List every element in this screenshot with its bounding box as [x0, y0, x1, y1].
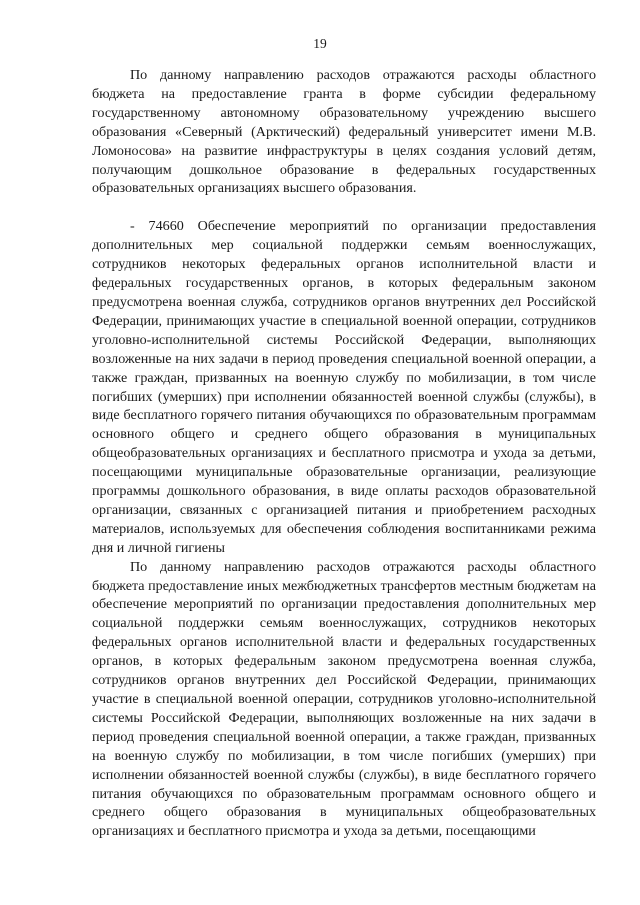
document-body [92, 66, 596, 841]
page-number: 19 [313, 36, 327, 51]
paragraph-grant-subsidy: По данному направлению расходов отражаются расходы областного бюджета на предоставление гранта в форме субсидии федеральному государственному автономному образовательному учреждению высшего образования «Северный (Арктический) федеральный университет имени М.В. Ломоносова» на развитие инфраструктуры в целях создания условий детям, получающим дошкольное образование в федеральных государственных образовательных организациях высшего образования. [92, 67, 596, 197]
paragraph-code-74660: - 74660 Обеспечение мероприятий по организации предоставления дополнительных мер социальной поддержки семьям военнослужащих, сотрудников некоторых федеральных органов исполнительной власти и федеральных государственных органов, в которых федеральным законом предусмотрена военная служба, сотрудников органов внутренних дел Российской Федерации, принимающих участие в специальной военной операции, сотрудников уголовно-исполнительной системы Российской Федерации, выполняющих возложенные на них задачи в период проведения специальной военной операции, а также граждан, призванных на военную службу по мобилизации, в том числе погибших (умерших) при исполнении обязанностей военной службы (службы), в виде бесплатного горячего питания обучающихся по образовательным программам основного общего и среднего общего образования в муниципальных общеобразовательных организациях и бесплатного присмотра и ухода за детьми, посещающими муниципальные образовательные организации, реализующие программы дошкольного образования, в виде оплаты расходов образовательной организации, связанных с организацией питания и приобретением расходных материалов, используемых для обеспечения соблюдения воспитанниками режима дня и личной гигиены [92, 218, 596, 556]
paragraph-interbudget-transfers: По данному направлению расходов отражаются расходы областного бюджета предоставление иных межбюджетных трансфертов местным бюджетам на обеспечение мероприятий по организации предоставления дополнительных мер социальной поддержки семьям военнослужащих, сотрудников некоторых федеральных органов исполнительной власти и федеральных государственных органов, в которых федеральным законом предусмотрена военная служба, сотрудников органов внутренних дел Российской Федерации, принимающих участие в специальной военной операции, сотрудников уголовно-исполнительной системы Российской Федерации, выполняющих возложенные на них задачи в период проведения специальной военной операции, а также граждан, призванных на военную службу по мобилизации, в том числе погибших (умерших) при исполнении обязанностей военной службы (службы), в виде бесплатного горячего питания обучающихся по образовательным программам основного общего и среднего общего образования в муниципальных общеобразовательных организациях и бесплатного присмотра и ухода за детьми, посещающими [92, 558, 596, 840]
